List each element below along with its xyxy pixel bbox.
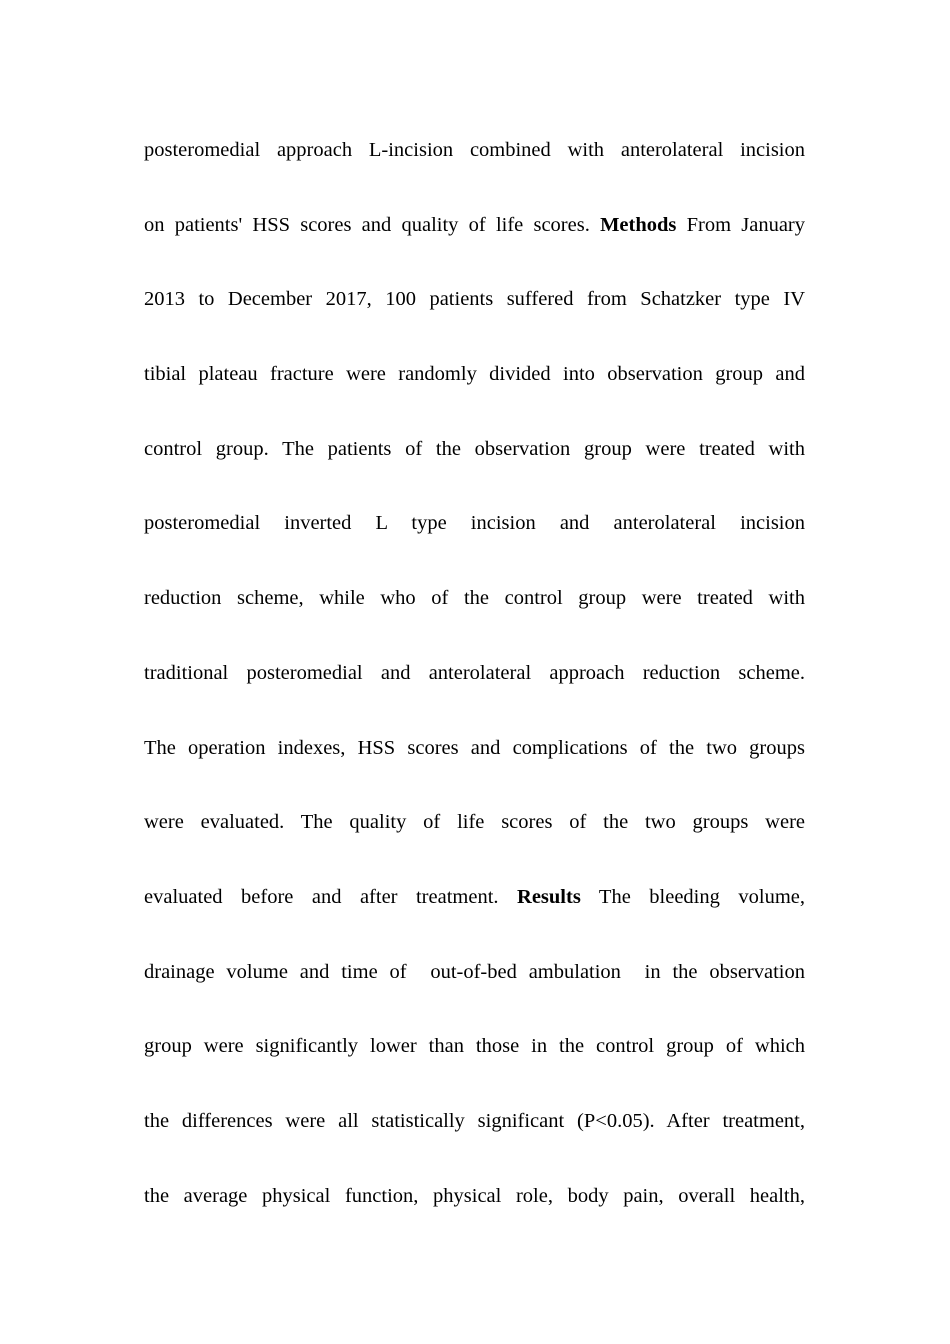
text-line — [144, 578, 805, 653]
text-line — [144, 1101, 805, 1176]
text-run: posteromedial approach L-incision combined with anterolateral incision — [144, 139, 805, 161]
text-run: From January — [676, 213, 805, 236]
section-keyword: Results — [517, 885, 581, 908]
text-line — [144, 429, 805, 504]
text-line — [144, 130, 805, 205]
section-keyword: Methods — [600, 213, 677, 236]
text-run: group were significantly lower than those in the control group of which — [144, 1035, 805, 1058]
text-run: control group. The patients of the observation group were treated with — [144, 437, 805, 460]
text-line — [144, 877, 805, 952]
text-line — [144, 1176, 805, 1251]
text-run: tibial plateau fracture were randomly divided into observation group and — [144, 363, 805, 386]
text-run: evaluated before and after treatment. — [144, 885, 518, 908]
text-line — [144, 354, 805, 429]
text-run: drainage volume and time of out-of-bed ambulation in the observation — [144, 960, 805, 983]
text-run: The bleeding volume, — [580, 885, 805, 908]
text-run: 2013 to December 2017, 100 patients suffered from Schatzker type IV — [144, 288, 805, 311]
text-line — [144, 503, 805, 578]
text-run: reduction scheme, while who of the control group were treated with — [144, 587, 805, 610]
text-run: on patients' HSS scores and quality of life scores. — [144, 213, 601, 236]
text-run: traditional posteromedial and anterolateral approach reduction scheme. — [144, 661, 805, 684]
text-line — [144, 279, 805, 354]
text-run: were evaluated. The quality of life scores of the two groups were — [144, 811, 805, 834]
text-run: the average physical function, physical role, body pain, overall health, — [144, 1184, 805, 1207]
text-line — [144, 952, 805, 1027]
text-line — [144, 728, 805, 803]
text-run: the differences were all statistically significant (P<0.05). After treatment, — [144, 1109, 805, 1132]
text-line — [144, 802, 805, 877]
text-line — [144, 653, 805, 728]
abstract-text — [144, 130, 805, 1250]
text-line — [144, 1026, 805, 1101]
text-line — [144, 205, 805, 280]
text-run: The operation indexes, HSS scores and complications of the two groups — [144, 736, 805, 759]
text-run: posteromedial inverted L type incision and anterolateral incision — [144, 512, 805, 535]
